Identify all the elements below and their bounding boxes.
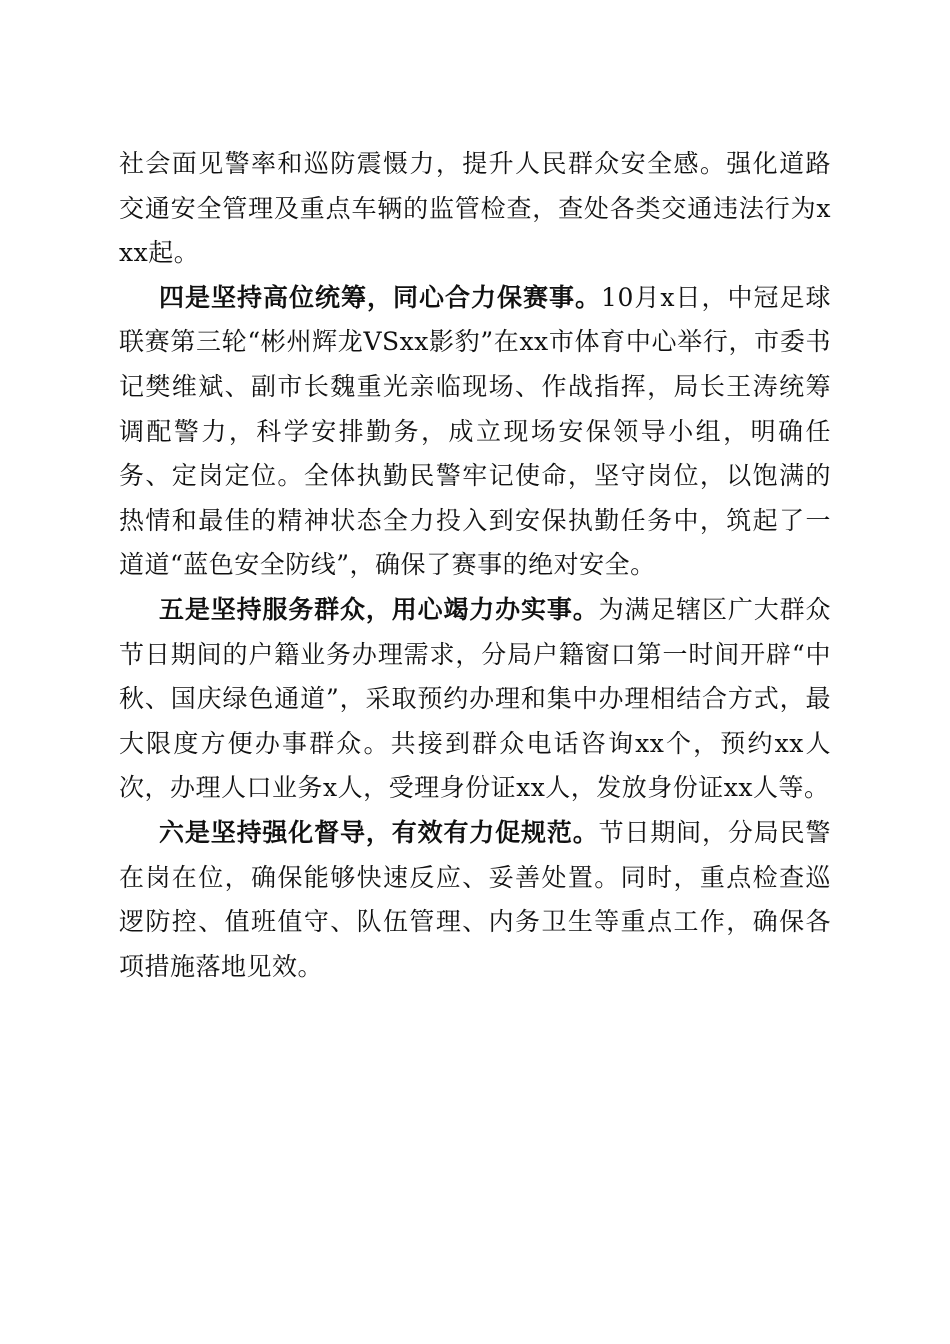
- paragraph-text: 为满足辖区广大群众节日期间的户籍业务办理需求，分局户籍窗口第一时间开辟“中秋、国庆绿色通道”，采取预约办理和集中办理相结合方式，最大限度方便办事群众。共接到群众电话咨询xx个，预约xx人次，办理人口业务x人，受理身份证xx人，发放身份证xx人等。: [119, 594, 831, 803]
- paragraph-heading: 六是坚持强化督导，有效有力促规范。: [159, 817, 599, 847]
- paragraph-continuation: [119, 142, 831, 276]
- paragraph-heading: 五是坚持服务群众，用心竭力办实事。: [159, 594, 599, 624]
- paragraph-heading: 四是坚持高位统筹，同心合力保赛事。: [159, 282, 602, 312]
- paragraph-text: 节日期间，分局民警在岗在位，确保能够快速反应、妥善处置。同时，重点检查巡逻防控、值班值守、队伍管理、内务卫生等重点工作，确保各项措施落地见效。: [119, 817, 831, 981]
- paragraph-item-4: [119, 276, 831, 588]
- paragraph-text: 10月x日，中冠足球联赛第三轮“彬州辉龙VSxx影豹”在xx市体育中心举行，市委书记樊维斌、副市长魏重光亲临现场、作战指挥，局长王涛统筹调配警力，科学安排勤务，成立现场安保领导小组，明确任务、定岗定位。全体执勤民警牢记使命，坚守岗位，以饱满的热情和最佳的精神状态全力投入到安保执勤任务中，筑起了一道道“蓝色安全防线”，确保了赛事的绝对安全。: [119, 282, 831, 580]
- paragraph-item-6: [119, 811, 831, 989]
- paragraph-text: 社会面见警率和巡防震慑力，提升人民群众安全感。强化道路交通安全管理及重点车辆的监管检查，查处各类交通违法行为xxx起。: [119, 149, 831, 268]
- paragraph-item-5: [119, 588, 831, 811]
- document-body: [119, 142, 831, 989]
